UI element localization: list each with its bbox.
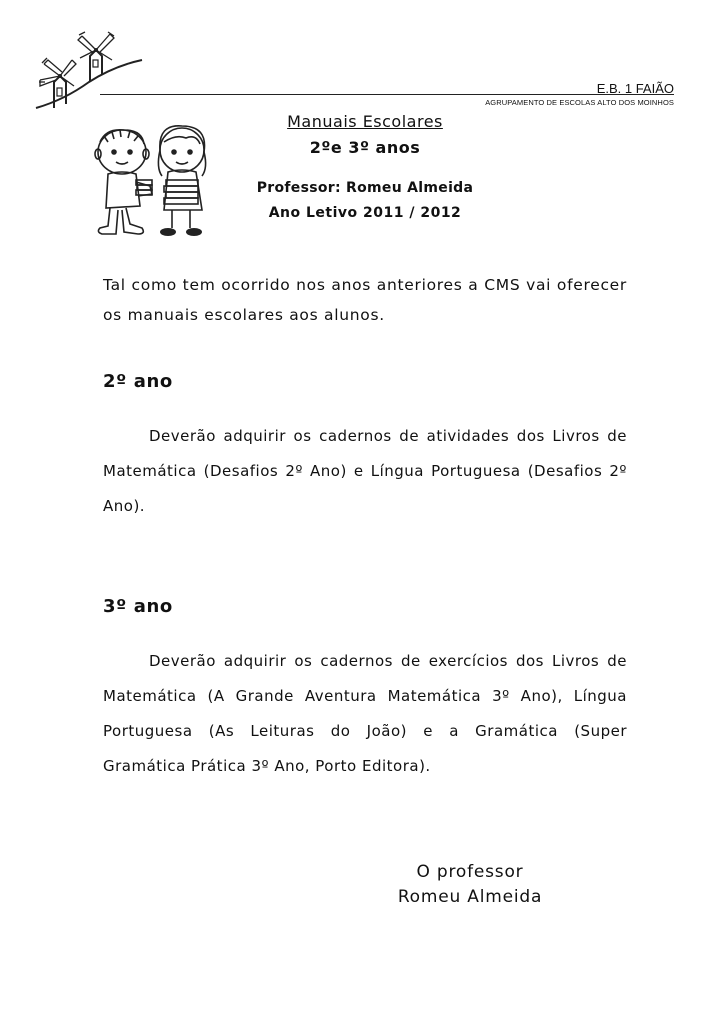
teacher-line: Professor: Romeu Almeida	[256, 180, 474, 196]
signature-name: Romeu Almeida	[397, 887, 543, 907]
school-year: Ano Letivo 2011 / 2012	[268, 205, 462, 221]
school-name: E.B. 1 FAIÃO	[596, 81, 674, 96]
doc-title: Manuais Escolares	[287, 112, 443, 131]
intro-paragraph: Tal como tem ocorrido nos anos anteriores a CMS vai oferecer os manuais escolares aos alunos.	[103, 276, 627, 324]
section-text-2ano: Deverão adquirir os cadernos de atividades dos Livros de Matemática (Desafios 2º Ano) e Língua Portuguesa (Desafios 2º Ano).	[103, 427, 627, 515]
section-heading-3ano: 3º ano	[103, 596, 173, 617]
school-group: AGRUPAMENTO DE ESCOLAS ALTO DOS MOINHOS	[485, 98, 674, 107]
section-text-3ano: Deverão adquirir os cadernos de exercícios dos Livros de Matemática (A Grande Aventura Matemática 3º Ano), Língua Portuguesa (As Leituras do João) e a Gramática (Super Gramática Prática 3º Ano, Porto Editora).	[103, 652, 627, 775]
doc-subtitle: 2ºe 3º anos	[309, 138, 421, 157]
section-heading-2ano: 2º ano	[103, 371, 173, 392]
signature-role: O professor	[416, 862, 524, 882]
header-divider	[100, 94, 674, 95]
